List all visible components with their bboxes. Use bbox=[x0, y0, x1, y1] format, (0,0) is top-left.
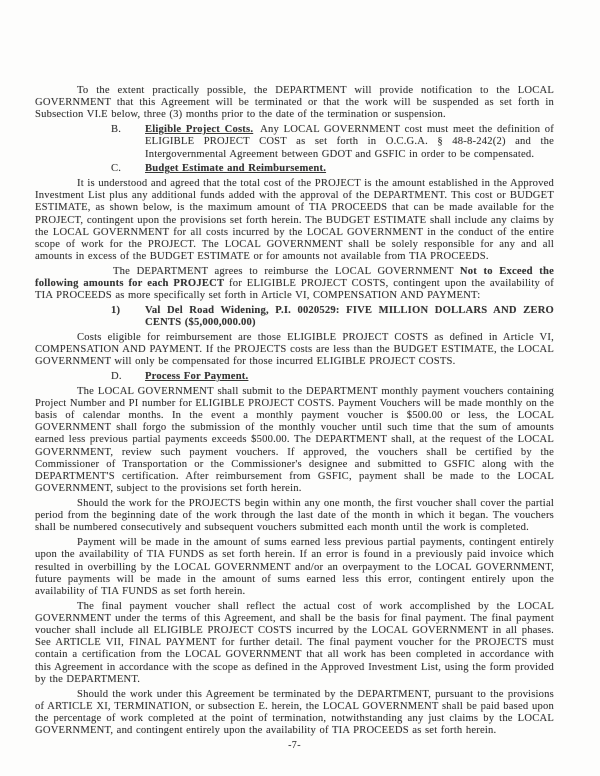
paragraph-termination-payment: Should the work under this Agreement be terminated by the DEPARTMENT, pursuant to the provisions of ARTICLE XI, TERMINATION, or subsection E. herein, the LOCAL GOVERNMENT shall be paid based upon the percentage of work completed at the point of termination, notwithstanding any just claims by the LOCAL GOVERNMENT, and contingent entirely upon the availability of TIA PROCEEDS as set forth herein. bbox=[35, 688, 554, 737]
project-item-text: Val Del Road Widening, P.I. 0020529: FIVE MILLION DOLLARS AND ZERO CENTS ($5,000,000.00) bbox=[145, 304, 554, 329]
paragraph-reimbursement bbox=[35, 266, 554, 303]
paragraph-final-voucher: The final payment voucher shall reflect the actual cost of work accomplished by the LOCAL GOVERNMENT under the terms of this Agreement, and shall be the basis for final payment. The final payment voucher shall include all ELIGIBLE PROJECT COSTS incurred by the LOCAL GOVERNMENT in all phases. See ARTICLE VII, FINAL PAYMENT for further detail. The final payment voucher for the PROJECTS must contain a certification from the LOCAL GOVERNMENT that all work has been completed in accordance with this Agreement in accordance with the scope as defined in the Approved Investment List, using the form provided by the DEPARTMENT. bbox=[35, 600, 554, 685]
clause-b-heading: Eligible Project Costs. bbox=[145, 124, 254, 136]
clause-d-letter: D. bbox=[111, 370, 122, 382]
clause-d-process-for-payment bbox=[111, 370, 554, 383]
clause-b-letter: B. bbox=[111, 124, 122, 136]
clause-b-text: Any LOCAL GOVERNMENT cost must meet the definition of ELIGIBLE PROJECT COST as set forth in O.C.G.A. § 48-8-242(2) and the Intergovernmental Agreement between GDOT and GSFIC in order to be compensated. bbox=[145, 124, 554, 160]
paragraph-payment-amount: Payment will be made in the amount of sums earned less previous partial payments, contingent entirely upon the availability of TIA FUNDS as set forth herein. If an error is found in a previously paid invoice which resulted in overbilling by the LOCAL GOVERNMENT and/or an overpayment to the LOCAL GOVERNMENT, future payments will be made in the amount of sums earned less this error, contingent entirely upon the availability of TIA FUNDS as set forth herein. bbox=[35, 537, 554, 597]
paragraph-termination-notice: To the extent practically possible, the DEPARTMENT will provide notification to the LOCAL GOVERNMENT that this Agreement will be terminated or that the work will be suspended as set forth in Subsection VI.E below, three (3) months prior to the date of the termination or suspension. bbox=[35, 85, 554, 121]
page-number: -7- bbox=[288, 739, 301, 751]
project-item-val-del-road bbox=[111, 304, 554, 329]
project-item-number: 1) bbox=[111, 304, 121, 316]
paragraph-costs-eligible: Costs eligible for reimbursement are those ELIGIBLE PROJECT COSTS as defined in Article VI, COMPENSATION AND PAYMENT. If the PROJECTS costs are less than the BUDGET ESTIMATE, the LOCAL GOVERNMENT will only be compensated for those incurred ELIGIBLE PROJECT COSTS. bbox=[35, 331, 554, 368]
paragraph-payment-vouchers: The LOCAL GOVERNMENT shall submit to the DEPARTMENT monthly payment vouchers containing Project Number and PI number for ELIGIBLE PROJECT COSTS. Payment Vouchers will be made monthly on the basis of calendar months. In the event a monthly payment voucher is $500.00 or less, the LOCAL GOVERNMENT shall forgo the submission of the monthly voucher until such time that the sum of amounts earned less previous partial payments exceeds $500.00. The DEPARTMENT shall, at the request of the LOCAL GOVERNMENT, review such payment vouchers. If approved, the vouchers shall be certified by the Commissioner of Transportation or the Commissioner's designee and submitted to GSFIC along with the DEPARTMENT'S certification. After reimbursement from GSFIC, payment shall be made to the LOCAL GOVERNMENT, subject to the provisions set forth herein. bbox=[35, 385, 554, 495]
paragraph-budget-estimate: It is understood and agreed that the total cost of the PROJECT is the amount established in the Approved Investment List plus any additional funds added with the approval of the DEPARTMENT. This cost or BUDGET ESTIMATE, as shown below, is the maximum amount of TIA PROCEEDS that can be made available for the PROJECT, contingent upon the provisions set forth herein. The BUDGET ESTIMATE shall include any claims by the LOCAL GOVERNMENT for all costs incurred by the LOCAL GOVERNMENT in the conduct of the entire scope of work for the PROJECT. The LOCAL GOVERNMENT shall be solely responsible for any and all amounts in excess of the BUDGET ESTIMATE or for amounts not available from TIA PROCEEDS. bbox=[35, 177, 554, 263]
reimbursement-bold-text: Not to Exceed the following amounts for each PROJECT bbox=[35, 265, 554, 290]
paragraph-first-voucher: Should the work for the PROJECTS begin within any one month, the first voucher shall cover the partial period from the beginning date of the work through the last date of the month in which it began. The vouchers shall be numbered consecutively and subsequent vouchers submitted each month until the work is completed. bbox=[35, 498, 554, 534]
clause-b-eligible-project-costs bbox=[111, 124, 554, 161]
clause-c-budget-estimate bbox=[111, 163, 554, 175]
reimbursement-lead-text: The DEPARTMENT agrees to reimburse the LOCAL GOVERNMENT bbox=[113, 265, 460, 277]
clause-c-letter: C. bbox=[111, 163, 122, 175]
reimbursement-tail-text: for ELIGIBLE PROJECT COSTS, contingent upon the availability of TIA PROCEEDS as more specifically set forth in Article VI, COMPENSATION AND PAYMENT: bbox=[35, 278, 554, 302]
clause-c-heading: Budget Estimate and Reimbursement. bbox=[145, 163, 327, 175]
clause-d-heading: Process For Payment. bbox=[145, 370, 249, 382]
